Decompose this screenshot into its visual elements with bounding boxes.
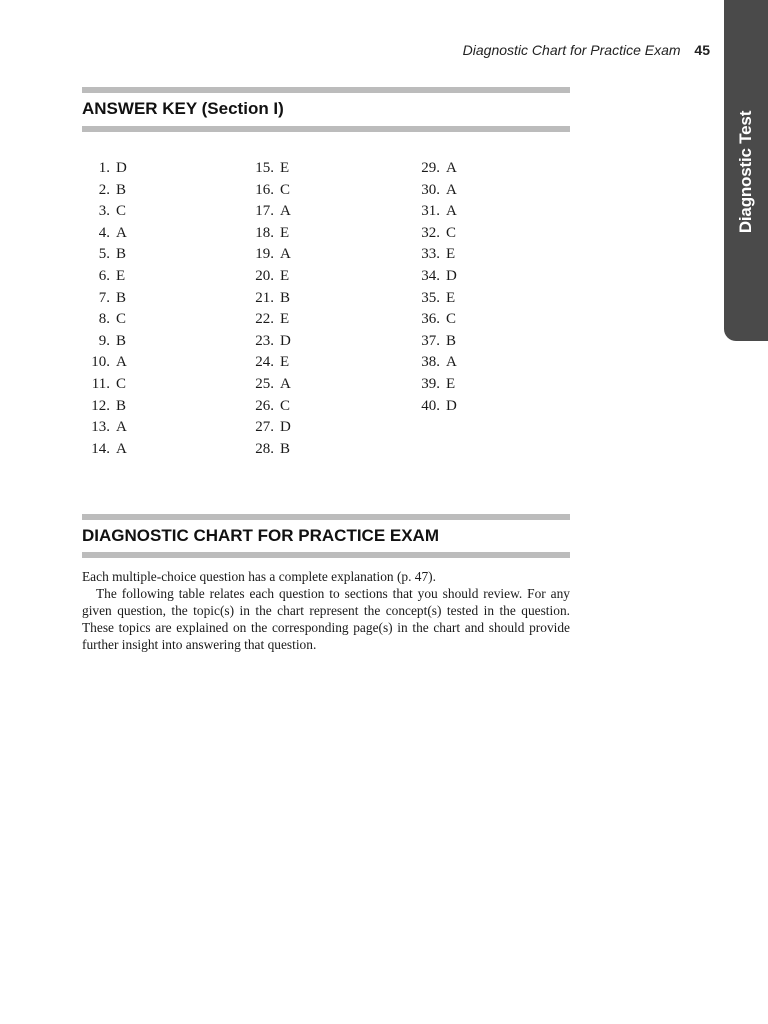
answer-letter: E	[116, 268, 126, 284]
answer-item	[82, 244, 126, 265]
heading-rule-top	[82, 514, 570, 520]
answer-item	[412, 288, 455, 309]
question-number: 30.	[421, 181, 440, 198]
side-tab-label: Diagnostic Test	[736, 110, 755, 234]
answer-letter: A	[116, 440, 127, 457]
answer-letter: D	[280, 332, 291, 349]
question-number: 28.	[255, 440, 274, 457]
answer-item	[82, 201, 126, 222]
answer-letter: D	[280, 419, 291, 436]
question-number: 2.	[98, 181, 110, 198]
question-number: 36.	[421, 311, 440, 328]
question-number: 1.	[98, 160, 110, 176]
answer-item	[412, 374, 455, 395]
answer-letter: B	[116, 397, 127, 414]
answer-letter: C	[446, 311, 457, 328]
question-number: 39.	[421, 376, 440, 392]
heading-rule-bottom	[82, 126, 570, 132]
answer-item	[82, 288, 126, 309]
answer-letter: A	[446, 160, 457, 176]
answer-item	[246, 331, 291, 352]
answer-item	[246, 266, 289, 287]
diagnostic-chart-heading: DIAGNOSTIC CHART FOR PRACTICE EXAM	[82, 526, 439, 545]
answer-item	[246, 309, 289, 330]
answer-letter: E	[280, 160, 290, 176]
answer-letter: E	[446, 376, 456, 392]
answer-letter: B	[280, 289, 291, 306]
answer-letter: B	[446, 332, 457, 349]
question-number: 10.	[91, 354, 110, 371]
question-number: 29.	[421, 160, 440, 176]
heading-rule-top	[82, 87, 570, 93]
running-head-title: Diagnostic Chart for Practice Exam	[462, 42, 681, 58]
answer-letter: A	[446, 354, 457, 371]
answer-letter: C	[280, 181, 291, 198]
answer-item	[82, 331, 126, 352]
answer-letter: C	[116, 376, 127, 392]
intro-paragraph: The following table relates each question to sections that you should review. For any given question, the topic(s) in the chart represent the concept(s) tested in the question. These topics are explained on the corresponding page(s) in the chart and should provide further insight into answering that question.	[82, 586, 570, 652]
answer-item	[246, 244, 291, 265]
answer-letter: C	[116, 203, 127, 220]
answer-item	[412, 244, 455, 265]
answer-letter: B	[116, 289, 127, 306]
question-number: 22.	[255, 311, 274, 328]
question-number: 33.	[421, 246, 440, 263]
answer-item	[82, 180, 126, 201]
answer-item	[82, 439, 127, 460]
answer-letter: A	[446, 181, 457, 198]
answer-item	[412, 223, 456, 244]
answer-item	[412, 352, 457, 373]
question-number: 15.	[255, 160, 274, 176]
answer-letter: A	[116, 354, 127, 371]
answer-letter: C	[446, 224, 457, 241]
answer-letter: E	[280, 268, 290, 284]
question-number: 38.	[421, 354, 440, 371]
answer-item	[246, 374, 291, 395]
intro-paragraph: Each multiple-choice question has a complete explanation (p. 47).	[82, 569, 436, 584]
question-number: 11.	[91, 376, 110, 392]
answer-letter: C	[116, 311, 127, 328]
question-number: 4.	[98, 224, 110, 241]
answer-item	[82, 417, 127, 438]
answer-item	[412, 158, 457, 179]
answer-item	[412, 266, 457, 287]
question-number: 25.	[255, 376, 274, 392]
question-number: 27.	[255, 419, 274, 436]
answer-item	[412, 201, 457, 222]
answer-letter: B	[280, 440, 291, 457]
answer-item	[412, 396, 457, 417]
question-number: 24.	[255, 354, 274, 371]
answer-letter: D	[446, 268, 457, 284]
answer-item	[82, 352, 127, 373]
answer-letter: A	[280, 376, 291, 392]
question-number: 32.	[421, 224, 440, 241]
answer-item	[412, 309, 456, 330]
answer-item	[246, 352, 289, 373]
question-number: 34.	[421, 268, 440, 284]
question-number: 21.	[255, 289, 274, 306]
answer-letter: E	[280, 311, 290, 328]
answer-item	[82, 396, 126, 417]
answer-item	[246, 223, 289, 244]
diagnostic-intro	[82, 568, 570, 653]
answer-item	[246, 288, 290, 309]
answer-item	[82, 266, 125, 287]
answer-letter: A	[116, 224, 127, 241]
answer-letter: A	[446, 203, 457, 220]
answer-item	[82, 374, 126, 395]
answer-item	[246, 180, 290, 201]
heading-rule-bottom	[82, 552, 570, 558]
answer-item	[246, 439, 290, 460]
question-number: 8.	[98, 311, 110, 328]
answer-letter: A	[116, 419, 127, 436]
question-number: 40.	[421, 397, 440, 414]
question-number: 16.	[255, 181, 274, 198]
question-number: 23.	[255, 332, 274, 349]
question-number: 7.	[98, 289, 110, 306]
answer-key-heading: ANSWER KEY (Section I)	[82, 99, 284, 118]
answer-letter: E	[446, 289, 456, 306]
question-number: 37.	[421, 332, 440, 349]
answer-item	[246, 201, 291, 222]
question-number: 5.	[98, 246, 110, 263]
answer-letter: C	[280, 397, 291, 414]
question-number: 20.	[255, 268, 274, 284]
answer-letter: E	[446, 246, 456, 263]
answer-item	[246, 158, 289, 179]
question-number: 3.	[98, 203, 110, 220]
answer-letter: B	[116, 181, 127, 198]
question-number: 6.	[98, 268, 110, 284]
answer-letter: A	[280, 203, 291, 220]
answer-item	[246, 417, 291, 438]
question-number: 17.	[255, 203, 274, 220]
question-number: 19.	[255, 246, 274, 263]
running-head	[463, 42, 710, 58]
answer-letter: B	[116, 246, 127, 263]
question-number: 35.	[421, 289, 440, 306]
answer-item	[412, 180, 457, 201]
question-number: 31.	[421, 203, 440, 220]
question-number: 9.	[98, 332, 110, 349]
question-number: 14.	[91, 440, 110, 457]
answer-item	[412, 331, 456, 352]
side-tab	[724, 0, 768, 341]
answer-item	[82, 223, 127, 244]
answer-letter: A	[280, 246, 291, 263]
question-number: 12.	[91, 397, 110, 414]
answer-letter: E	[280, 224, 290, 241]
answer-letter: B	[116, 332, 127, 349]
answer-item	[246, 396, 290, 417]
question-number: 26.	[255, 397, 274, 414]
answer-item	[82, 158, 127, 179]
answer-item	[82, 309, 126, 330]
question-number: 13.	[91, 419, 110, 436]
page-number: 45	[694, 42, 710, 58]
answer-letter: D	[116, 160, 127, 176]
question-number: 18.	[255, 224, 274, 241]
answer-letter: D	[446, 397, 457, 414]
answer-letter: E	[280, 354, 290, 371]
